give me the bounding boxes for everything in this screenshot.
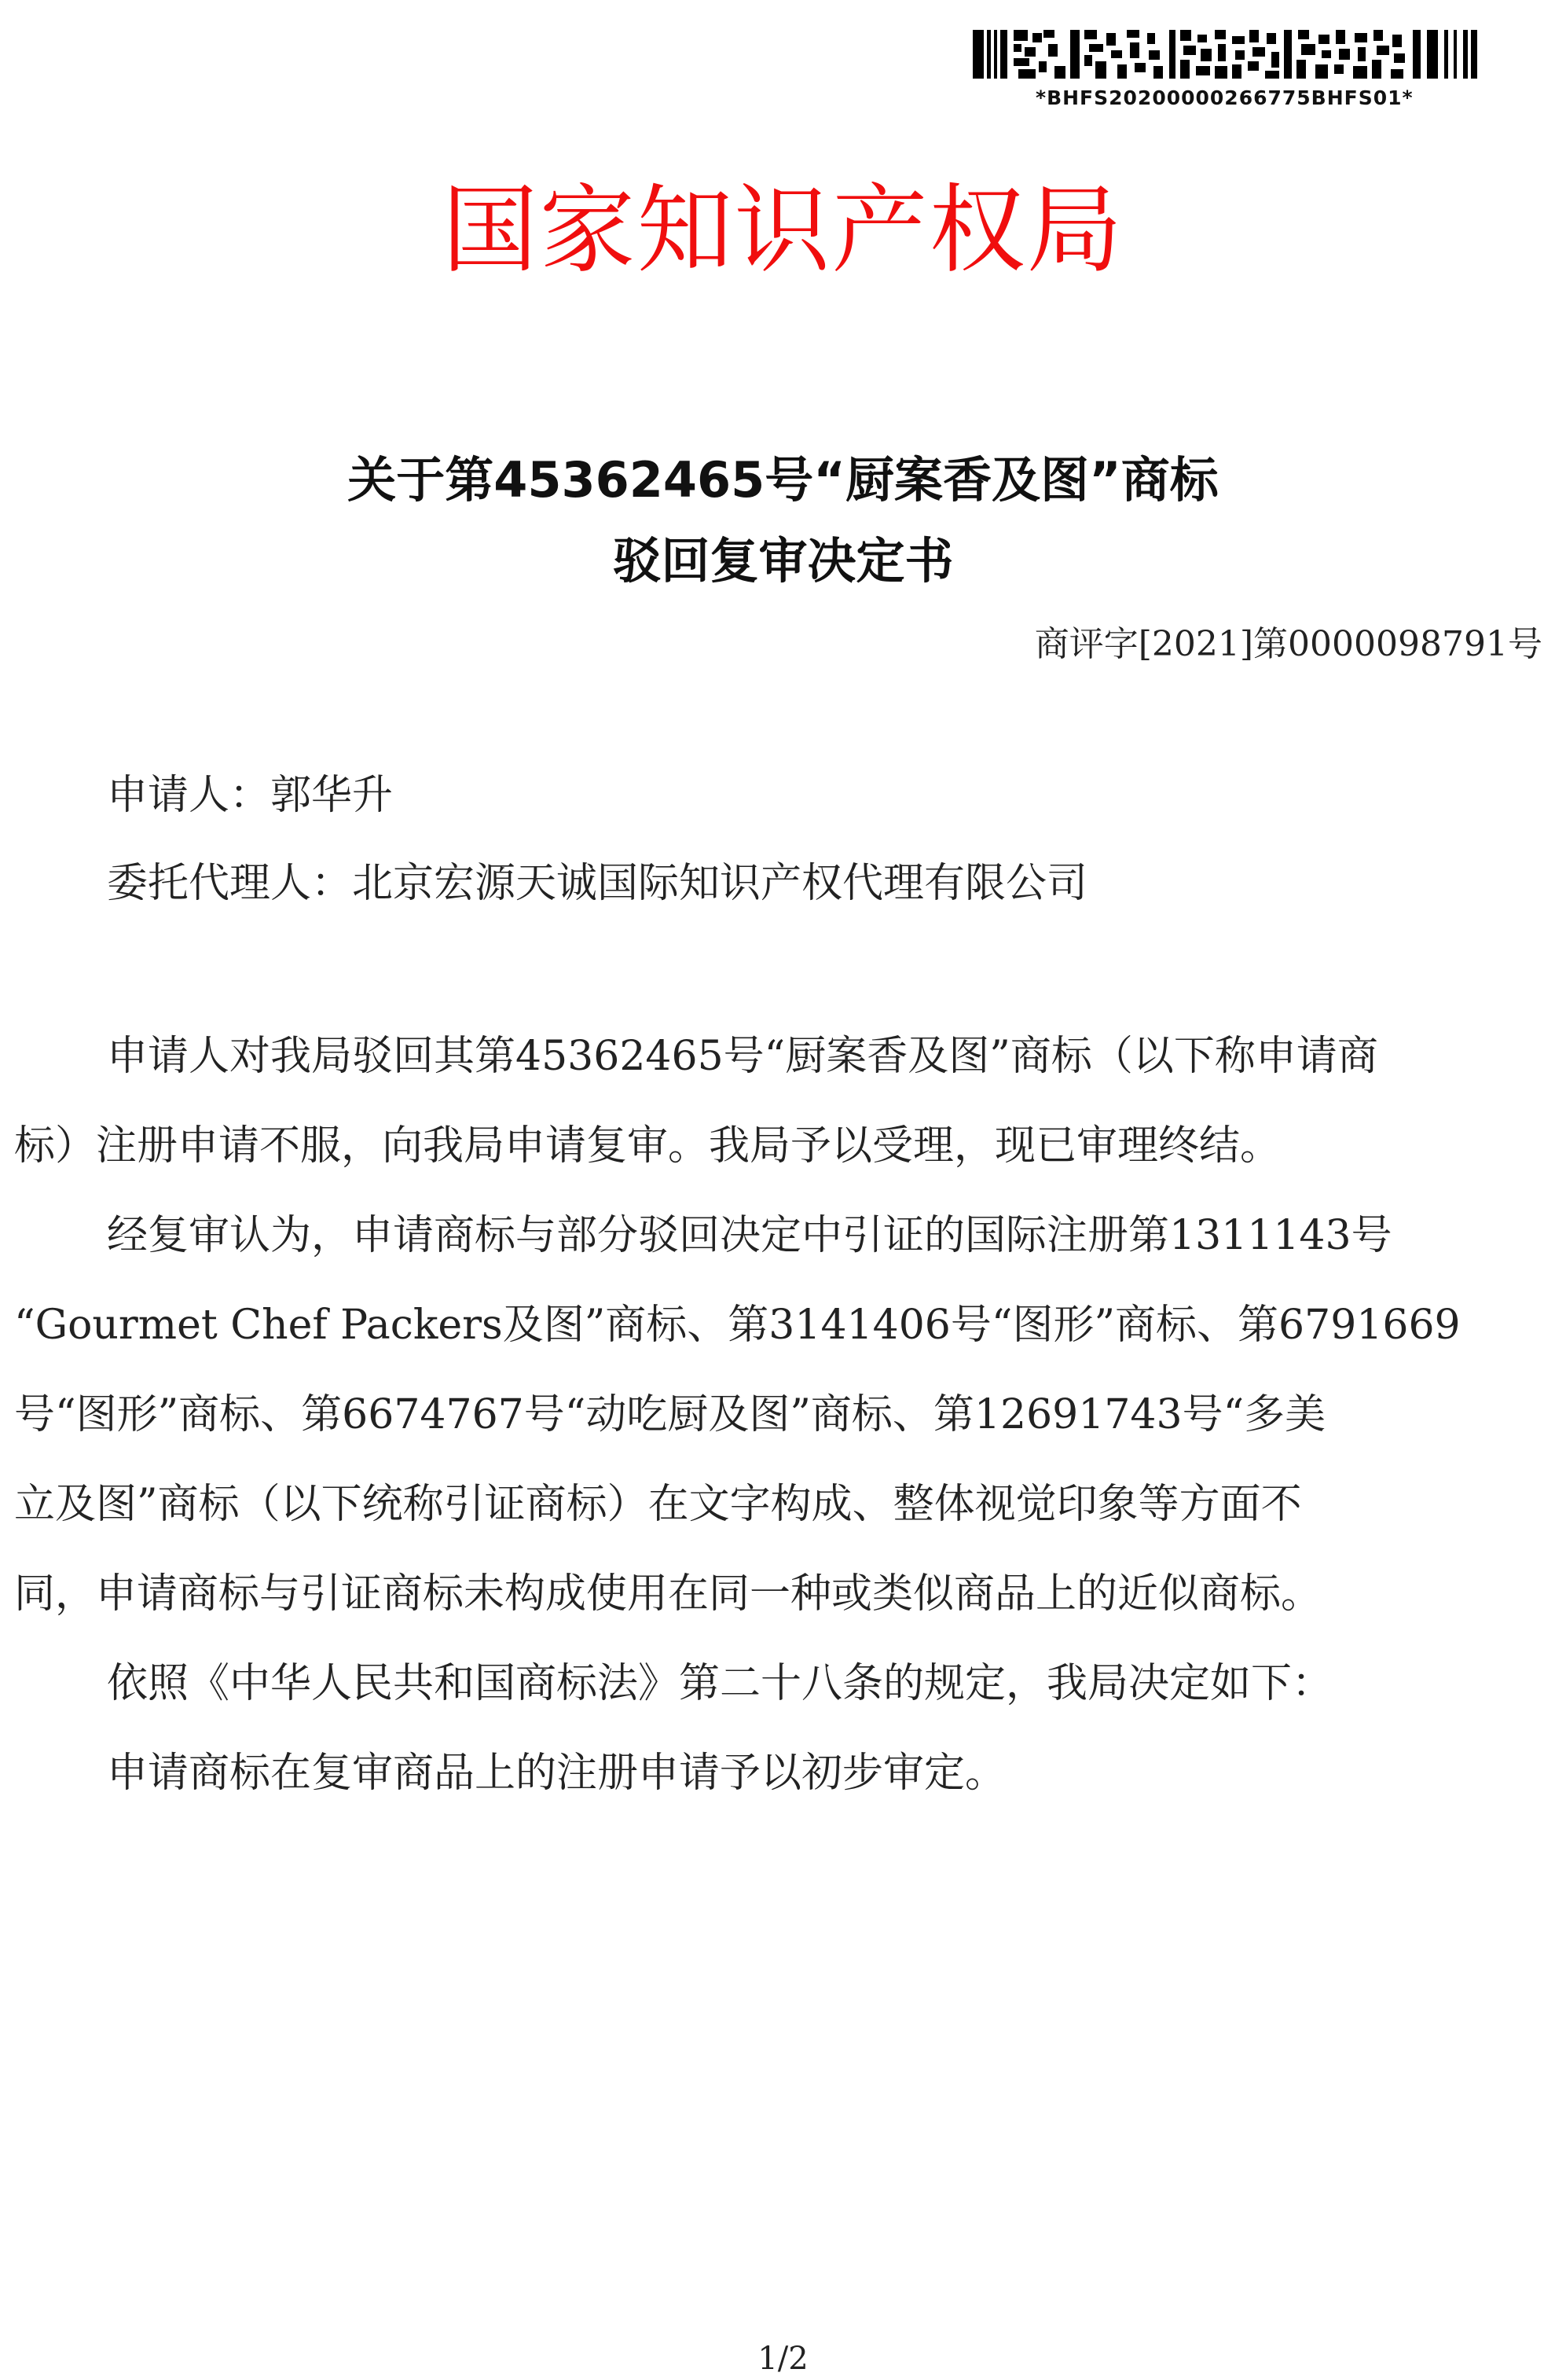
document-number: 商评字[2021]第0000098791号 (1034, 624, 1542, 664)
agency-header: 国家知识产权局 (442, 174, 1124, 286)
body-p2-line3: 号“图形”商标、第6674767号“动吃厨及图”商标、第12691743号“多美 (14, 1391, 1326, 1438)
page-number: 1/2 (757, 2341, 809, 2377)
body-p2-line5: 同，申请商标与引证商标未构成使用在同一种或类似商品上的近似商标。 (14, 1570, 1322, 1618)
body-p2-line2: “Gourmet Chef Packers及图”商标、第3141406号“图形”商标、第6791669 (14, 1302, 1461, 1349)
body-p2-line4: 立及图”商标（以下统称引证商标）在文字构成、整体视觉印象等方面不 (14, 1481, 1302, 1528)
body-p1-line2: 标）注册申请不服，向我局申请复审。我局予以受理，现已审理终结。 (14, 1122, 1282, 1170)
body-p2-line1: 经复审认为，申请商标与部分驳回决定中引证的国际注册第1311143号 (107, 1212, 1392, 1259)
document-title-line2: 驳回复审决定书 (612, 532, 954, 589)
barcode-image (973, 30, 1477, 79)
body-p1-line1: 申请人对我局驳回其第45362465号“厨案香及图”商标（以下称申请商 (107, 1033, 1378, 1080)
body-p3-line1: 依照《中华人民共和国商标法》第二十八条的规定，我局决定如下： (107, 1660, 1333, 1707)
applicant-line: 申请人：郭华升 (107, 772, 394, 819)
agent-line: 委托代理人：北京宏源天诚国际知识产权代理有限公司 (107, 860, 1088, 907)
barcode-number: *BHFS20200000266775BHFS01* (1036, 86, 1414, 109)
document-title-line1: 关于第45362465号“厨案香及图”商标 (347, 451, 1219, 509)
body-p4-line1: 申请商标在复审商品上的注册申请予以初步审定。 (107, 1750, 1007, 1797)
